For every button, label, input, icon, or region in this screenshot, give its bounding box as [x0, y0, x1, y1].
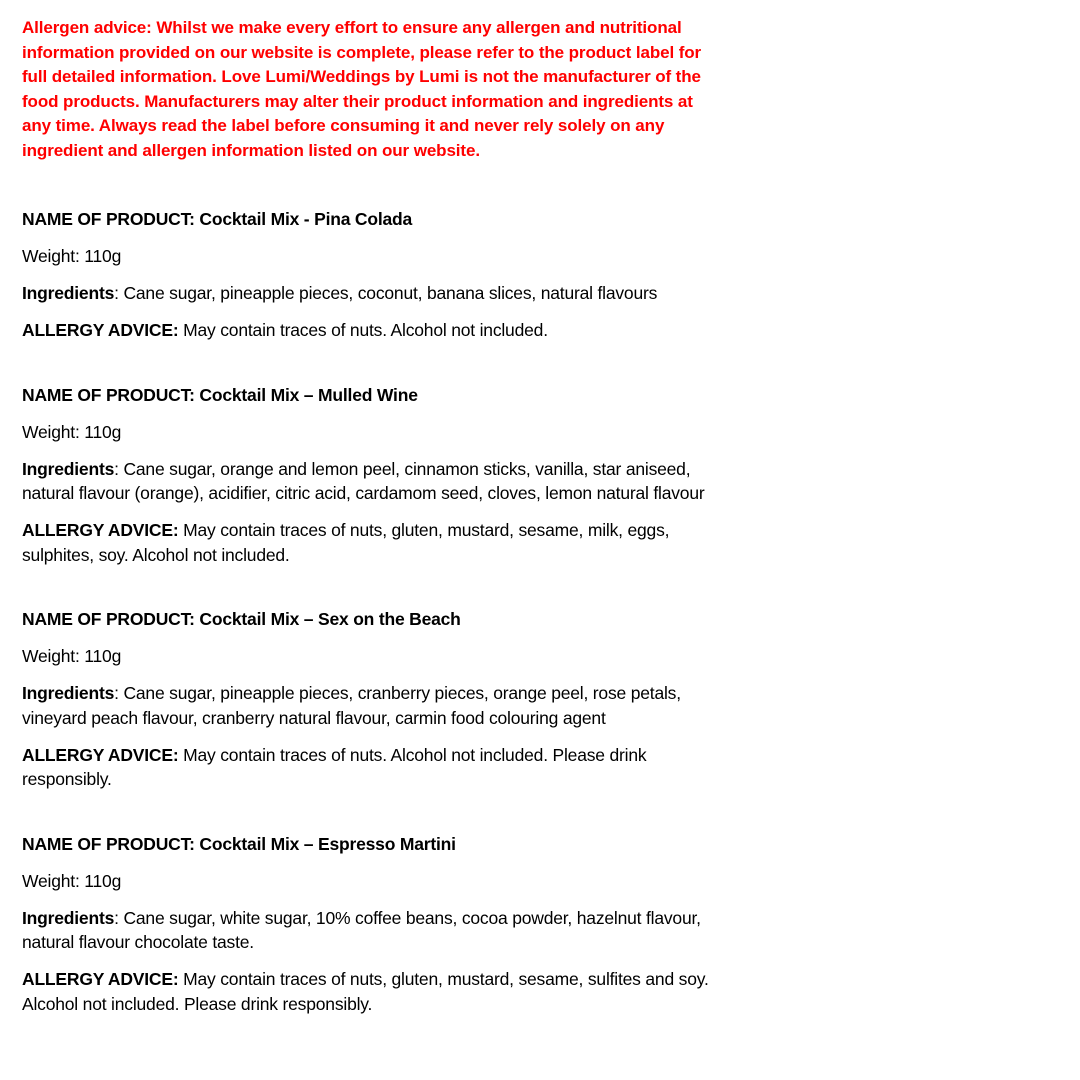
product-allergy-advice [22, 743, 722, 792]
ingredients-label: Ingredients [22, 683, 115, 703]
product-ingredients [22, 681, 722, 730]
product-info-page [22, 16, 722, 1016]
product-ingredients [22, 281, 722, 306]
ingredients-label: Ingredients [22, 283, 115, 303]
ingredients-text: : Cane sugar, pineapple pieces, coconut, banana slices, natural flavours [114, 283, 658, 303]
allergy-text: May contain traces of nuts, gluten, mustard, sesame, sulfites and soy. Alcohol not included. Please drink responsibly. [22, 969, 709, 1014]
product-ingredients [22, 906, 722, 955]
allergy-label: ALLERGY ADVICE: [22, 320, 179, 340]
ingredients-label: Ingredients [22, 907, 115, 928]
allergy-label: ALLERGY ADVICE: [22, 520, 179, 540]
ingredients-label: Ingredients [22, 458, 115, 479]
product-name: NAME OF PRODUCT: Cocktail Mix – Espresso Martini [22, 833, 456, 854]
ingredients-text: : Cane sugar, pineapple pieces, cranberry pieces, orange peel, rose petals, vineyard peach flavour, cranberry natural flavour, carmin food colouring agent [22, 683, 681, 728]
allergy-text: May contain traces of nuts. Alcohol not included. [178, 320, 548, 340]
product-allergy-advice [22, 967, 722, 1016]
product-section-espresso-martini [22, 832, 722, 1017]
product-weight: Weight: 110g [22, 646, 122, 666]
product-section-sex-on-the-beach [22, 607, 722, 792]
product-allergy-advice [22, 518, 722, 567]
product-section-pina-colada [22, 207, 722, 343]
product-section-mulled-wine [22, 383, 722, 568]
product-ingredients [22, 457, 722, 506]
product-weight: Weight: 110g [22, 421, 122, 442]
allergy-text: May contain traces of nuts, gluten, mustard, sesame, milk, eggs, sulphites, soy. Alcohol not included. [22, 520, 670, 565]
product-name: NAME OF PRODUCT: Cocktail Mix – Sex on the Beach [22, 609, 461, 629]
ingredients-text: : Cane sugar, orange and lemon peel, cinnamon sticks, vanilla, star aniseed, natural flavour (orange), acidifier, citric acid, cardamom seed, cloves, lemon natural flavour [22, 458, 705, 503]
allergy-label: ALLERGY ADVICE: [22, 744, 179, 765]
product-name: NAME OF PRODUCT: Cocktail Mix - Pina Colada [22, 209, 413, 229]
product-weight: Weight: 110g [22, 870, 122, 891]
product-name: NAME OF PRODUCT: Cocktail Mix – Mulled Wine [22, 384, 418, 405]
product-allergy-advice [22, 318, 722, 343]
ingredients-text: : Cane sugar, white sugar, 10% coffee beans, cocoa powder, hazelnut flavour, natural flavour chocolate taste. [22, 907, 701, 952]
allergy-text: May contain traces of nuts. Alcohol not included. Please drink responsibly. [22, 744, 647, 789]
allergen-advice-notice: Allergen advice: Whilst we make every effort to ensure any allergen and nutritional information provided on our website is complete, please refer to the product label for full detailed information. Love Lumi/Weddings by Lumi is not the manufacturer of the food products. Manufacturers may alter their product information and ingredients at any time. Always read the label before consuming it and never rely solely on any ingredient and allergen information listed on our website. [22, 18, 702, 160]
allergy-label: ALLERGY ADVICE: [22, 969, 179, 989]
product-weight: Weight: 110g [22, 246, 122, 266]
